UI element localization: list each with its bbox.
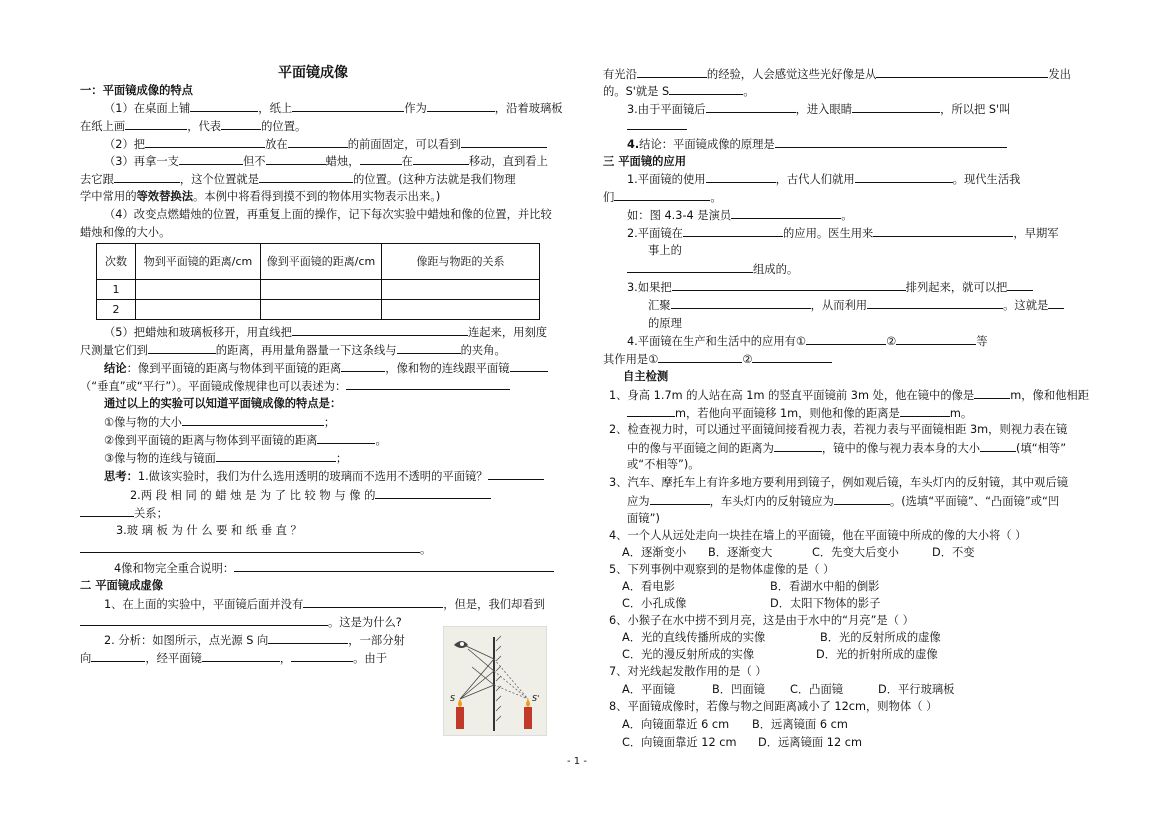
q5-option: C．小孔成像: [622, 597, 687, 610]
table-cell: 2: [97, 300, 136, 320]
q6-stem: 6、小猴子在水中捞不到月亮，这是由于水中的“月亮”是（ ）: [609, 614, 914, 627]
step-5-line-2: 尺测量它们到 的距离，再用量角器量一下这条线与 的夹角。: [80, 344, 506, 357]
q4-option: C．先变大后变小: [812, 546, 899, 559]
q6-option: C．光的漫反射所成的实像: [622, 648, 755, 661]
q7-stem: 7、对光线起发散作用的是（ ）: [609, 665, 767, 678]
q5-option: A．看电影: [622, 580, 675, 593]
table-header-cell: 物到平面镜的距离/cm: [136, 244, 261, 280]
q8-option: B．远离镜面 6 cm: [752, 718, 848, 731]
candle-object: [456, 707, 464, 729]
table-cell: 1: [97, 280, 136, 300]
app-1-line-1: 1.平面镜的使用 ，古代人们就用 。现代生活我: [627, 173, 1021, 186]
mirror-figure: [443, 626, 547, 736]
step-2-line: （2）把 放在 的前面固定，可以看到: [104, 136, 547, 152]
q6-option: B．光的反射所成的虚像: [820, 631, 941, 644]
think-2-line-2: 关系；: [80, 505, 168, 521]
q2-line-2: 中的像与平面镜之间的距离为 ，镜中的像与视力表本身的大小 (填“相等”: [627, 442, 1067, 455]
step-3-line-2: 去它跟 ，这个位置就是 的位置。(这种方法就是我们物理: [80, 173, 516, 186]
r-line-3: 3.由于平面镜后 ，进入眼睛 ，所以把 S'叫: [627, 103, 1011, 116]
step-3-line-3: 学中常用的等效替换法。本例中将看得到摸不到的物体用实物表示出来。): [80, 190, 441, 203]
app-3-line-2: 汇聚 ，从而利用 。这就是: [648, 297, 1064, 313]
q3-line-1: 3、汽车、摩托车上有许多地方要利用到镜子，例如观后镜，车头灯内的反射镜，其中观后镜: [609, 476, 1069, 489]
q1-line-1: 1、身高 1.7m 的人站在高 1m 的竖直平面镜前 3m 处，他在镜中的像是 m，像和他相距: [609, 389, 1090, 402]
table-row: [97, 280, 540, 300]
q8-option: A．向镜面靠近 6 cm: [622, 718, 730, 731]
think-3: 3.玻 璃 板 为 什 么 要 和 纸 垂 直 ？: [116, 524, 302, 537]
q7-option: B．凹面镜: [712, 683, 765, 696]
think-2-line-1: 2.两 段 相 同 的 蜡 烛 是 为 了 比 较 物 与 像 的: [130, 487, 491, 503]
table-header-cell: 次数: [97, 244, 136, 280]
q5-option: B．看湖水中船的倒影: [770, 580, 880, 593]
r-line-1: 有光沿 的经验，人会感觉这些光好像是从 发出: [603, 68, 1071, 81]
feature-1: ①像与物的大小 ；: [104, 416, 336, 429]
q4-option: B．逐渐变大: [708, 546, 773, 559]
s2-q2-line-1: 2. 分析：如图所示，点光源 S 向 ，一部分射: [104, 634, 405, 647]
q3-line-3: 面镜”): [627, 512, 660, 525]
app-3-line-3: 的原理: [648, 317, 682, 330]
q8-option: D．远离镜面 12 cm: [758, 736, 862, 749]
conclusion-line-2: （“垂直”或“平行”）。平面镜成像规律也可以表述为：: [80, 378, 510, 394]
table-header-cell: 像距与物距的关系: [382, 244, 540, 280]
app-3-line-1: 3.如果把 排列起来，就可以把: [627, 279, 1033, 295]
features-heading: 通过以上的实验可以知道平面镜成像的特点是：: [104, 397, 342, 410]
r-line-4: 4.结论：平面镜成像的原理是: [627, 136, 1007, 152]
s2-q1-line-2: 。这是为什么?: [80, 614, 402, 630]
s2-q1-line-1: 1、在上面的实验中，平面镜后面并没有 ，但是，我们却看到: [104, 598, 545, 611]
q3-line-2: 应为 ，车头灯内的反射镜应为 。(选填“平面镜”、“凸面镜”或“凹: [627, 495, 1060, 508]
q5-stem: 5、下列事例中观察到的是物体虚像的是（ ）: [609, 563, 835, 576]
app-1-line-3: 如：图 4.3-4 是演员 。: [627, 209, 853, 222]
experiment-table: [96, 243, 540, 320]
step-5-line-1: （5）把蜡烛和玻璃板移开，用直线把 连起来，用刻度: [104, 326, 548, 339]
app-4-line-2: 其作用是① ②: [603, 351, 832, 367]
q6-option: D．光的折射所成的虚像: [816, 648, 938, 661]
app-2-line-2: 事上的: [648, 244, 682, 257]
q2-line-3: 或“不相等”)。: [627, 458, 700, 471]
table-header-row: [97, 244, 540, 280]
feature-2: ②像到平面镜的距离与物体到平面镜的距离 。: [104, 434, 387, 447]
app-2-line-1: 2.平面镜在 的应用。医生用来 ，早期军: [627, 227, 1059, 240]
table-row: [97, 300, 540, 320]
q7-option: A．平面镜: [622, 683, 675, 696]
q5-option: D．太阳下物体的影子: [770, 597, 881, 610]
q4-stem: 4、一个人从远处走向一块挂在墙上的平面镜，他在平面镜中所成的像的大小将（ ）: [609, 529, 1027, 542]
q7-option: C．凸面镜: [790, 683, 844, 696]
app-4-line-1: 4.平面镜在生产和生活中的应用有① ② 等: [627, 335, 988, 348]
step-4-line-1: （4）改变点燃蜡烛的位置，再重复上面的操作，记下每次实验中蜡烛和像的位置，并比较: [104, 208, 552, 221]
feature-3: ③像与物的连线与镜面 ；: [104, 452, 348, 465]
step-1-line-1: （1）在桌面上铺 ，纸上 作为 ，沿着玻璃板: [104, 102, 563, 115]
mirror-diagram: [444, 627, 546, 735]
s2-q2-line-2: 向 ，经平面镜 ， 。由于: [80, 652, 388, 665]
section-1-heading: 一：平面镜成像的特点: [80, 84, 193, 97]
q6-option: A．光的直线传播所成的实像: [622, 631, 766, 644]
page-number: - 1 -: [567, 756, 587, 767]
label-s: S: [450, 694, 456, 703]
page-title: 平面镜成像: [278, 65, 348, 81]
think-3-answer: 。: [80, 541, 431, 557]
section-3-heading: 三 平面镜的应用: [603, 155, 687, 168]
step-1-line-2: 在纸上画 ，代表 的位置。: [80, 120, 307, 133]
r-line-2: 的。S'就是 S 。: [603, 85, 755, 98]
q1-line-2: m，若他向平面镜移 1m，则他和像的距离是 m。: [627, 405, 972, 421]
step-3-line-1: （3）再拿一支 但不 蜡烛， 在 移动，直到看上: [104, 155, 548, 168]
q4-option: D．不变: [932, 546, 975, 559]
q8-option: C．向镜面靠近 12 cm: [622, 736, 737, 749]
candle-image: [524, 707, 532, 729]
app-1-line-2: 们 。: [603, 191, 722, 204]
q8-stem: 8、平面镜成像时，若像与物之间距离减小了 12cm，则物体（ ）: [609, 700, 938, 713]
label-s-prime: S': [532, 694, 540, 703]
q7-option: D．平行玻璃板: [878, 683, 955, 696]
section-2-heading: 二 平面镜成虚像: [80, 579, 164, 592]
r-line-3b: [627, 118, 687, 134]
q2-line-1: 2、检查视力时，可以通过平面镜间接看视力表，若视力表与平面镜相距 3m，则视力表在镜: [609, 423, 1068, 436]
step-4-line-2: 蜡烛和像的大小。: [80, 226, 171, 239]
think-4: 4像和物完全重合说明：: [114, 560, 554, 576]
conclusion-line-1: 结论：像到平面镜的距离与物体到平面镜的距离 ，像和物的连线跟平面镜: [104, 360, 548, 376]
table-header-cell: 像到平面镜的距离/cm: [261, 244, 382, 280]
self-check-heading: 自主检测: [623, 370, 669, 383]
app-2-line-3: 组成的。: [627, 261, 798, 277]
think-1: 思考：1.做该实验时，我们为什么选用透明的玻璃而不选用不透明的平面镜？: [104, 468, 544, 484]
q4-option: A．逐渐变小: [622, 546, 687, 559]
